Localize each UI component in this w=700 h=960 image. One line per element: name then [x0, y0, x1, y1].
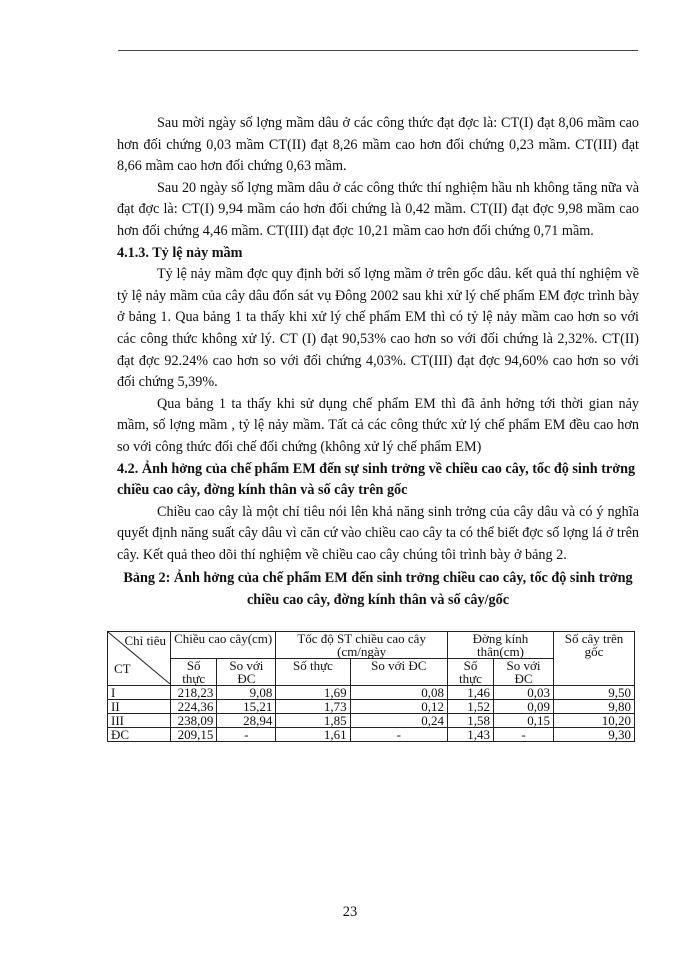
ct-cell: I	[108, 685, 171, 699]
value-cell: -	[494, 727, 554, 741]
value-cell: 209,15	[171, 727, 217, 741]
group-header: Tốc độ ST chiều cao cây (cm/ngày	[276, 631, 448, 658]
value-cell: 238,09	[171, 713, 217, 727]
header-rule	[118, 50, 638, 51]
page-number: 23	[342, 904, 358, 920]
paragraph: Qua bảng 1 ta thấy khi sử dụng chế phẩm EM thì đã ảnh hởng tới thời gian nảy mầm, số lợng mầm , tỷ lệ nảy mầm. Tất cả các công thức xử lý chế phẩm EM đều cao hơn so với công thức đối chế đối chứng (không xử lý chế phẩm EM)	[117, 395, 639, 455]
value-cell: 0,15	[494, 713, 554, 727]
ct-cell: III	[108, 713, 171, 727]
value-cell: 0,24	[350, 713, 447, 727]
value-cell: 10,20	[553, 713, 634, 727]
value-cell: 0,03	[494, 685, 554, 699]
group-header: Số cây trên gốc	[553, 631, 634, 685]
table-corner-cell	[108, 631, 171, 685]
table-row	[108, 713, 635, 727]
sub-header: So với ĐC	[350, 658, 447, 685]
value-cell: 9,30	[553, 727, 634, 741]
paragraph: Sau mời ngày số lợng mầm dâu ở các công thức đạt đợc là: CT(I) đạt 8,06 mầm cao hơn đối chứng 0,03 mầm CT(II) đạt 8,26 mầm cao hơn đối chứng 0,23 mầm. CT(III) đạt 8,66 mầm cao hơn đối chứng 0,63 mầm.	[117, 115, 639, 175]
value-cell: 1,61	[276, 727, 350, 741]
corner-top-label: Chỉ tiêu	[124, 632, 166, 648]
paragraph: Chiều cao cây là một chỉ tiêu nói lên khả năng sinh trởng của cây dâu và có ý nghĩa quyết định năng suất cây dâu vì căn cứ vào chiều cao cây ta có thể biết đợc số lợng lá ở trên cây. Kết quả theo dõi thí nghiệm về chiều cao cây chúng tôi trình bày ở bảng 2.	[117, 503, 639, 563]
table-row	[108, 727, 635, 741]
section-heading: 4.2. Ảnh hởng của chế phẩm EM đến sự sinh trởng về chiều cao cây, tốc độ sinh trởng chiều cao cây, đờng kính thân và số cây trên gốc	[117, 460, 636, 499]
value-cell: 0,12	[350, 699, 447, 713]
value-cell: 218,23	[171, 685, 217, 699]
value-cell: 1,43	[447, 727, 493, 741]
value-cell: -	[217, 727, 276, 741]
sub-header: Số thực	[171, 658, 217, 685]
value-cell: 9,80	[553, 699, 634, 713]
value-cell: 1,58	[447, 713, 493, 727]
corner-bottom-label: CT	[114, 660, 131, 676]
sub-header: So với ĐC	[494, 658, 554, 685]
value-cell: 0,08	[350, 685, 447, 699]
value-cell: 1,73	[276, 699, 350, 713]
value-cell: 1,52	[447, 699, 493, 713]
page-body	[111, 113, 639, 742]
paragraph: Tỷ lệ nảy mầm đợc quy định bởi số lợng mầm ở trên gốc dâu. kết quả thí nghiệm về tỷ lệ nảy mầm của cây dâu đốn sát vụ Đông 2002 sau khi xử lý chế phẩm EM đợc trình bày ở bảng 1. Qua bảng 1 ta thấy khi xử lý chế phẩm EM thì có tỷ lệ nảy mầm cao hơn so với các công thức không xử lý. CT (I) đạt 90,53% cao hơn so với đối chứng là 2,32%. CT(II) đạt đợc 92.24% cao hơn so với đối chứng 4,03%. CT(III) đạt đợc 94,60% cao hơn so với đối chứng 5,39%.	[117, 266, 639, 391]
ct-cell: II	[108, 699, 171, 713]
table-row	[108, 699, 635, 713]
value-cell: 9,50	[553, 685, 634, 699]
sub-header: Số thực	[276, 658, 350, 685]
value-cell: 1,85	[276, 713, 350, 727]
value-cell: 9,08	[217, 685, 276, 699]
table-row	[108, 685, 635, 699]
value-cell: 1,46	[447, 685, 493, 699]
value-cell: -	[350, 727, 447, 741]
value-cell: 1,69	[276, 685, 350, 699]
section-heading: 4.1.3. Tỷ lệ nảy mầm	[117, 244, 243, 261]
table-caption: Bảng 2: Ảnh hởng của chế phẩm EM đến sinh trởng chiều cao cây, tốc độ sinh trởng chiều cao cây, đờng kính thân và số cây/gốc	[123, 570, 633, 609]
paragraph: Sau 20 ngày số lợng mầm dâu ở các công thức thí nghiệm hầu nh không tăng nữa và đạt đợc là: CT(I) 9,94 mầm cáo hơn đối chứng là 0,42 mầm. CT(II) đạt đợc 9,98 mầm cao hơn đối chứng 4,46 mầm. CT(III) đạt đợc 10,21 mầm cao hơn đối chứng 0,71 mầm.	[117, 179, 639, 239]
value-cell: 0,09	[494, 699, 554, 713]
ct-cell: ĐC	[108, 727, 171, 741]
value-cell: 15,21	[217, 699, 276, 713]
value-cell: 224,36	[171, 699, 217, 713]
value-cell: 28,94	[217, 713, 276, 727]
group-header: Đờng kính thân(cm)	[447, 631, 553, 658]
sub-header: So với ĐC	[217, 658, 276, 685]
group-header: Chiều cao cây(cm)	[171, 631, 276, 658]
data-table	[107, 631, 635, 742]
sub-header: Số thực	[447, 658, 493, 685]
